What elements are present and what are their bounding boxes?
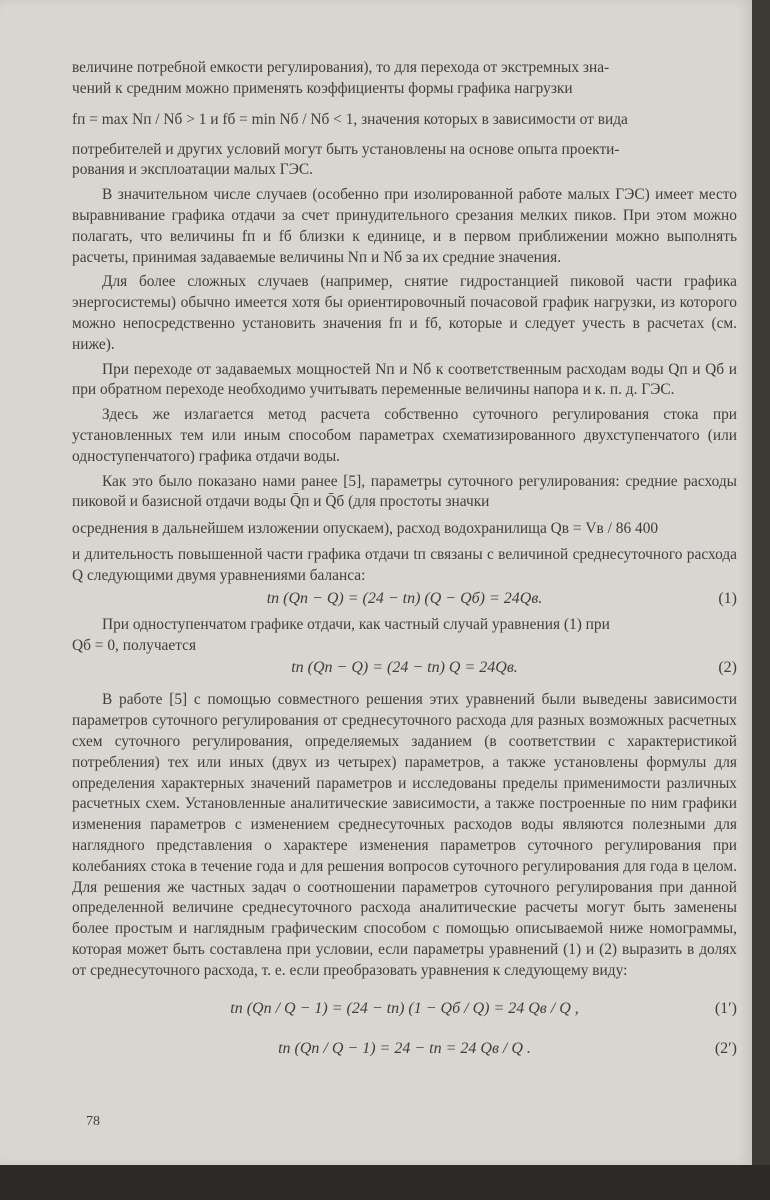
desk-background <box>0 1165 770 1200</box>
equation-1-prime-number: (1′) <box>714 1000 737 1018</box>
equation-1-prime <box>72 989 737 1029</box>
paragraph: и длительность повышенной части графика отдачи tп связаны с величиной среднесуточного расхода Q следующими двумя уравнениями баланса: <box>72 546 737 584</box>
equation-1-body: tп (Qп − Q) = (24 − tп) (Q − Qб) = 24Qв. <box>266 589 543 607</box>
paragraph: В значительном числе случаев (особенно при изолированной работе малых ГЭС) имеет место выравнивание графика отдачи за счет принудительного срезания мелких пиков. При этом можно полагать, что величины fп и fб близки к единице, и в первом приближении можно выполнять расчеты, принимая задаваемые величины Nп и Nб за их средние значения. <box>72 186 737 266</box>
formula-line: fп = max Nп / Nб > 1 и fб = min Nб / Nб < 1, значения которых в зависимости от вида <box>72 110 628 128</box>
text-line: рования и эксплоатации малых ГЭС. <box>72 161 313 179</box>
equation-2-body: tп (Qп − Q) = (24 − tп) Q = 24Qв. <box>291 659 518 677</box>
page-body <box>72 58 737 1069</box>
text-line: Qб = 0, получается <box>72 636 197 654</box>
equation-2-prime <box>72 1029 737 1069</box>
page-number: 78 <box>86 1114 100 1129</box>
equation-1 <box>72 587 737 611</box>
paragraph: В работе [5] с помощью совместного решения этих уравнений были выведены зависимости параметров суточного регулирования от среднесуточного расхода для разных возможных расчетных схем суточного регулирования, определяемых заданием (в соответствии с характеристикой потребления) тех или иных (двух из четырех) параметров, а также установлены формулы для определения характерных значений параметров и исследованы пределы применимости различных расчетных схем. Установленные аналитические зависимости, а также построенные по ним графики изменения параметров с изменением среднесуточных расходов воды являются полезными для наглядного представления о характере изменения параметров суточного регулирования при колебаниях стока в течение года и для решения вопросов суточного регулирования для года в целом. Для решения же частных задач о соотношении параметров суточного регулирования при данной определенной величине среднесуточного расхода аналитические расчеты могут быть заменены более простым и наглядным графическим способом с помощью описываемой ниже номограммы, которая может быть составлена при условии, если параметры уравнений (1) и (2) выразить в долях от среднесуточного расхода, т. е. если преобразовать уравнения к следующему виду: <box>72 691 737 979</box>
paragraph: При одноступенчатом графике отдачи, как частный случай уравнения (1) при <box>102 615 610 633</box>
text-line: величине потребной емкости регулирования), то для перехода от экстремных зна- <box>72 59 610 76</box>
paragraph: Здесь же излагается метод расчета собственно суточного регулирования стока при установленных тем или иным способом параметрах схематизированного двухступенчатого (или одноступенчатого) графика отдачи воды. <box>72 406 737 465</box>
paragraph: Как это было показано нами ранее [5], параметры суточного регулирования: средние расходы пиковой и базисной отдачи воды Q̄п и Q̄б (для простоты значки <box>72 472 737 511</box>
equation-2-number: (2) <box>718 659 737 677</box>
equation-2 <box>72 656 737 680</box>
text-line: потребителей и других условий могут быть установлены на основе опыта проекти- <box>72 140 620 158</box>
equation-1-prime-body: tп (Qп / Q − 1) = (24 − tп) (1 − Qб / Q) = 24 Qв / Q , <box>230 1000 579 1018</box>
equation-2-prime-body: tп (Qп / Q − 1) = 24 − tп = 24 Qв / Q . <box>278 1040 531 1058</box>
text-line: чений к средним можно применять коэффициенты формы графика нагрузки <box>72 79 573 97</box>
paragraph: Для более сложных случаев (например, снятие гидростанцией пиковой части графика энергосистемы) обычно имеется хотя бы ориентировочный почасовой график нагрузки, из которого можно непосредственно установить значения fп и fб, которые и следует учесть в расчетах (см. ниже). <box>72 273 737 353</box>
equation-2-prime-number: (2′) <box>714 1040 737 1058</box>
text-line: осреднения в дальнейшем изложении опускаем), расход водохранилища Qв = Vв / 86 400 <box>72 520 659 538</box>
equation-1-number: (1) <box>718 589 737 607</box>
paragraph: При переходе от задаваемых мощностей Nп и Nб к соответственным расходам воды Qп и Qб и при обратном переходе необходимо учитывать переменные величины напора и к. п. д. ГЭС. <box>72 360 737 399</box>
